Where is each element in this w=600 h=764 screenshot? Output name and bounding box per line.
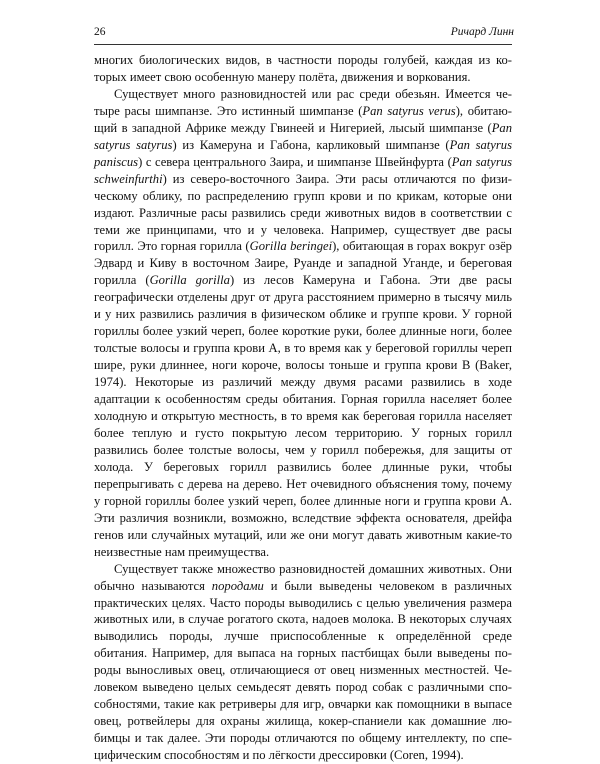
italic-text: Pan satyrus schweinfurthi [94,154,512,186]
text-run: Существует также множество разновидностей домашних животных. Они обычно называются [94,561,512,593]
text-run: Существует много разновидностей или рас среди обезьян. Имеется четыре расы шимпанзе. Это истинный шимпанзе ( [94,86,512,118]
text-run: ) из Камеруна и Габона, карликовый шимпанзе ( [172,137,450,152]
body-text [94,52,512,764]
paragraph [94,86,512,561]
text-run: и были выведены человеком в различных практических целях. Часто породы выводились с целью увеличения размера животных или, в случае рогатого скота, надоев молока. В некоторых случаях выводились породы, лучше приспособленные к определённой среде обитания. Например, для выпаса на горных пастбищах были выведены породы выносливых овец, отличающиеся от овец низменных местностей. Человеком выведено целых семьдесят девять пород собак с различными способностями, такие как ретриверы для игр, овчарки как помощники в выпасе овец, ротвейлеры для охраны жилища, кокер-спаниели как домашние любимцы и так далее. Эти породы отличаются по общему интеллекту, по специфическим способностям и по лёгкости дрессировки (Coren, 1994). [94,578,512,763]
italic-text: породами [211,578,264,593]
italic-text: Gorilla beringei [249,239,333,254]
paragraph [94,561,512,764]
text-run: ), обитающий в западной Африке между Гвинеей и Нигерией, лысый шимпанзе ( [94,103,512,135]
page-header [94,26,514,46]
italic-text: Pan satyrus satyrus [94,120,512,152]
text-run: ) с севера центрального Заира, и шимпанзе Швейнфурта ( [138,154,452,169]
italic-text: Pan satyrus verus [362,103,456,118]
italic-text: Pan satyrus paniscus [94,137,512,169]
running-head-author: Ричард Линн [450,26,514,38]
text-run: ) из северо-восточного Заира. Эти расы отличаются по физическому облику, по распределению групп крови и по крикам, которые они издают. Различные расы развились среди животных видов в соответствии с теми же принципами, что и у человека. Например, существует две расы горилл. Это горная горилла ( [94,171,512,254]
paragraph [94,52,512,86]
header-rule [94,44,512,45]
page-number: 26 [94,26,106,38]
text-run: многих биологических видов, в частности породы голубей, каждая из которых имеет свою особенную манеру полёта, движения и воркования. [94,53,512,84]
text-run: ), обитающая в горах вокруг озёр Эдвард и Киву в восточном Заире, Руанде и западной Уганде, и береговая горилла ( [94,239,512,288]
text-run: ) из лесов Камеруна и Габона. Эти две расы географически отделены друг от друга расстоянием примерно в тысячу миль и у них развились различия в физическом облике и группе крови. У горной гориллы более узкий череп, более короткие руки, более длинные ноги, более толстые волосы и группа крови А, в то время как у береговой гориллы череп шире, руки длиннее, ноги короче, волосы тоньше и группа крови В (Baker, 1974). Некоторые из различий между двумя расами развились в ходе адаптации к особенностям среды обитания. Горная горилла населяет более холодную и открытую местность, в то время как береговая горилла населяет более теплую и густо покрытую лесом территорию. У горных горилл развились более толстые волосы, чем у горилл побережья, для защиты от холода. У береговых горилл развились более длинные руки, чтобы перепрыгивать с дерева на дерево. Нет очевидного объяснения тому, почему у горной гориллы более узкий череп, более длинные ноги и группа крови А. Эти различия возникли, возможно, вследствие эффекта основателя, дрейфа генов или случайных мутаций, или же они могут давать животным какие-то неизвестные нам преимущества. [94,273,512,559]
italic-text: Gorilla gorilla [149,273,230,288]
